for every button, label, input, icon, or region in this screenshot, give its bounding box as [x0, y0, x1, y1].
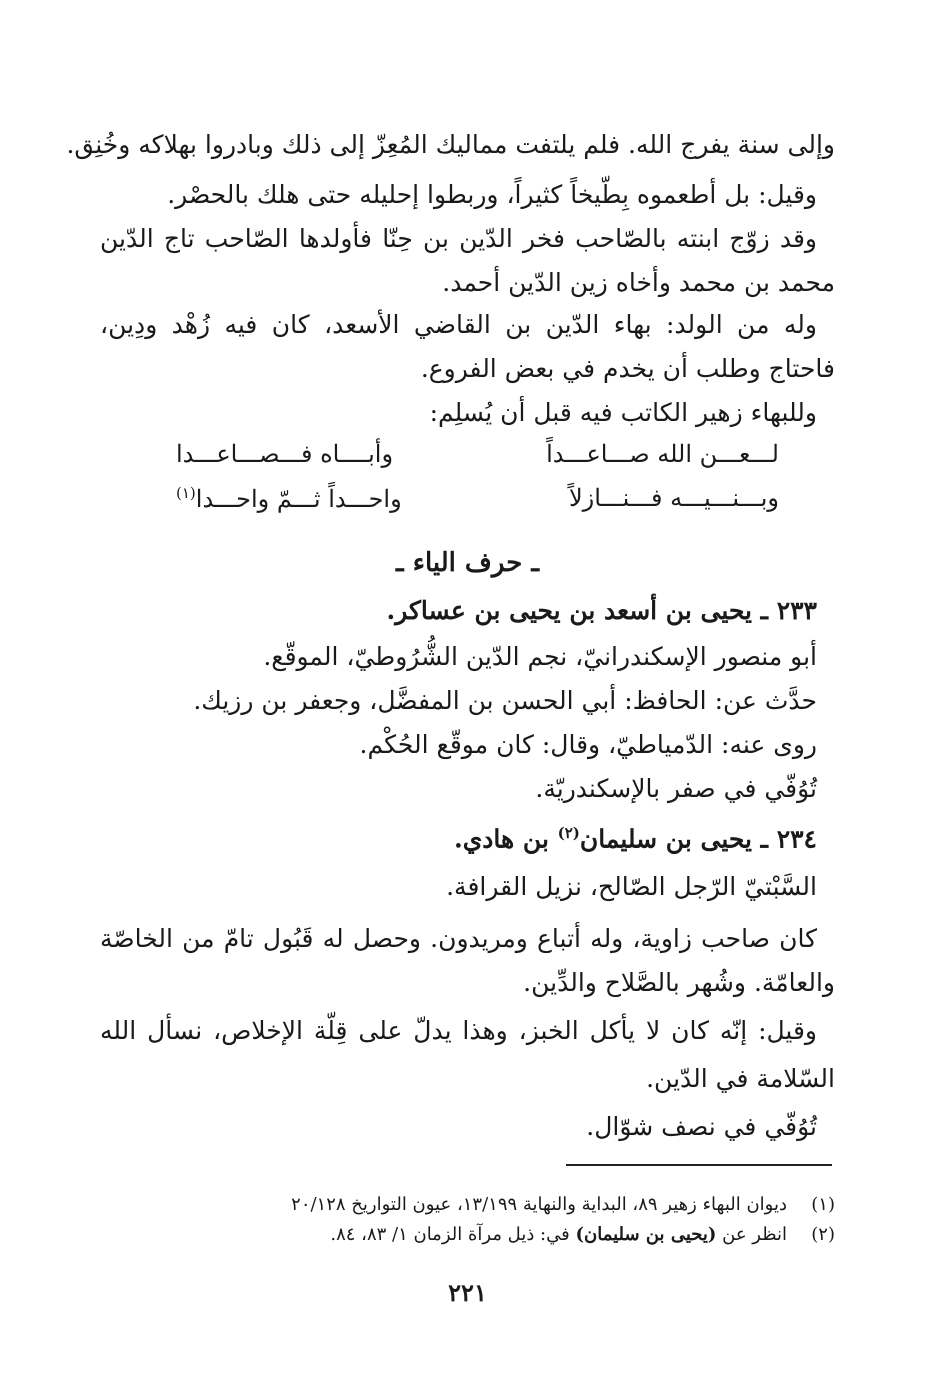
verse-1-second-hemistich: وأبــــاه فـــصـــاعـــدا — [176, 440, 394, 468]
text-line-7: وللبهاء زهير الكاتب فيه قبل أن يُسلِم: — [429, 398, 817, 427]
footnote-2-bold-name: (يحيى بن سليمان) — [575, 1224, 717, 1245]
section-heading: ـ حرف الياء ـ — [396, 548, 539, 578]
page-number: ٢٢١ — [448, 1278, 487, 1307]
entry-234-title-name: ٢٣٤ ـ يحيى بن سليمان — [579, 824, 817, 854]
text-line-2: وقيل: بل أطعموه بِطّيخاً كثيراً، وربطوا إحليله حتى هلك بالحصْر. — [167, 180, 817, 209]
text-line-1: وإلى سنة يفرج الله. فلم يلتفت مماليك المُعِزّ إلى ذلك وبادروا بهلاكه وخُنِق. — [66, 130, 835, 159]
entry-234-line-4: وقيل: إنّه كان لا يأكل الخبز، وهذا يدلّ على قِلّة الإخلاص، نسأل الله — [100, 1016, 817, 1045]
entry-233-line-1: أبو منصور الإسكندرانيّ، نجم الدّين الشُّرُوطيّ، الموقّع. — [263, 642, 817, 671]
footnote-2 — [100, 1224, 835, 1245]
entry-233-line-2: حدَّث عن: الحافظ: أبي الحسن بن المفضَّل، وجعفر بن رزيك. — [193, 686, 817, 715]
footnote-ref-2: (٢) — [557, 824, 580, 842]
entry-234-line-5: السّلامة في الدّين. — [646, 1064, 835, 1093]
verse-1-first-hemistich: لـــعـــن الله صـــاعـــداً — [546, 440, 779, 468]
verse-2-text: واحـــداً ثـــمّ واحـــدا — [195, 485, 402, 513]
footnote-1-text: ديوان البهاء زهير ٨٩، البداية والنهاية ١٣/١٩٩، عيون التواريخ ٢٠/١٢٨ — [291, 1194, 787, 1215]
entry-234-line-2: كان صاحب زاوية، وله أتباع ومريدون. وحصل له قَبُول تامّ من الخاصّة — [100, 924, 817, 953]
entry-234-line-3: والعامّة. وشُهر بالصَّلاح والدِّين. — [523, 968, 835, 997]
footnote-2-number: (٢) — [811, 1224, 835, 1245]
footnote-1 — [100, 1194, 835, 1215]
entry-233-title: ٢٣٣ ـ يحيى بن أسعد بن يحيى بن عساكر. — [386, 596, 817, 625]
footnote-ref-1: (١) — [176, 484, 196, 502]
text-line-5: وله من الولد: بهاء الدّين بن القاضي الأسعد، كان فيه زُهْد ودِين، — [100, 310, 817, 339]
footnote-divider — [566, 1164, 832, 1166]
verse-2-first-hemistich: وبـــنـــيـــه فـــنـــازلاً — [568, 484, 779, 512]
entry-234-line-6: تُوُفّي في نصف شوّال. — [586, 1112, 817, 1141]
text-line-6: فاحتاج وطلب أن يخدم في بعض الفروع. — [420, 354, 835, 383]
text-line-4: محمد بن محمد وأخاه زين الدّين أحمد. — [442, 268, 835, 297]
verse-2-second-hemistich — [176, 484, 402, 513]
entry-234-title — [100, 824, 817, 853]
entry-233-line-3: روى عنه: الدّمياطيّ، وقال: كان موقّع الحُكْم. — [359, 730, 817, 759]
entry-233-line-4: تُوُفّي في صفر بالإسكندريّة. — [535, 774, 817, 803]
text-line-3: وقد زوّج ابنته بالصّاحب فخر الدّين بن حِنّا فأولدها الصّاحب تاج الدّين — [100, 224, 817, 253]
entry-234-title-rest: بن هادي. — [454, 824, 558, 854]
entry-234-line-1: السَّبْتيّ الرّجل الصّالح، نزيل القرافة. — [446, 872, 817, 901]
footnote-2-text-end: في: ذيل مرآة الزمان ١/ ٨٣، ٨٤. — [330, 1224, 576, 1245]
footnote-1-number: (١) — [811, 1194, 835, 1215]
footnote-2-text-start: انظر عن — [716, 1224, 787, 1245]
